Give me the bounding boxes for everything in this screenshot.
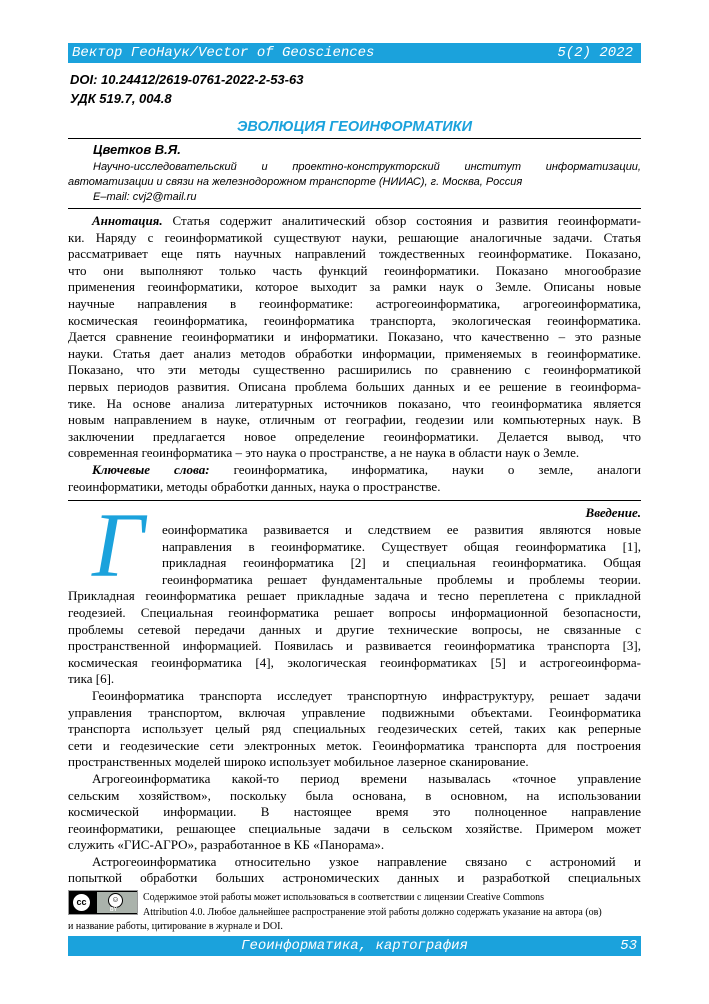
intro-heading: Введение.: [585, 505, 641, 520]
abstract-line: рассматривает еще пять научных направлений тождественных геоинформатике. Показано,: [68, 246, 641, 262]
abstract-line: Показано, что эти методы существенно расширились по сравнению с геоинформатикой: [68, 362, 641, 378]
abstract-line: Аннотация. Статья содержит аналитический обзор состояния и развития геоинформати-: [92, 213, 642, 228]
keywords-label: Ключевые слова:: [92, 461, 210, 477]
paragraph-line: управления транспортом, включая управление подвижными объектами. Геоинформатика: [68, 704, 641, 720]
abstract-line: применения геоинформатики, которое выходит за рамки наук о Земле. Описаны новые: [68, 279, 641, 295]
abstract: [68, 213, 641, 495]
paragraph-line: направления в геоинформатике. Существует общая геоинформатика [1],: [162, 538, 641, 554]
license-line: Содержимое этой работы может использоваться в соответствии с лицензии Creative Commons: [143, 892, 545, 903]
journal-header-bar: [68, 43, 641, 63]
page-number: 53: [620, 938, 637, 954]
affiliation-line-2: автоматизации и связи на железнодорожном транспорте (НИИАС), г. Москва, Россия: [68, 176, 523, 188]
paragraph-line: пространственных моделей широко использует мобильное лазерное сканирование.: [68, 754, 529, 770]
license-notice: [68, 891, 641, 935]
paragraph-line: служить «ГИС-АГРО», разработанное в КБ «Панорама».: [68, 837, 385, 853]
journal-name: Вектор ГеоНаук/Vector of Geosciences: [72, 45, 375, 61]
title-rule-bottom: [68, 208, 641, 209]
paragraph-line: сельским хозяйством», поскольку была основана, в основном, на использовании: [68, 787, 641, 803]
abstract-line: первых периодов развития. Описана проблема больших данных и ее решение в геоинформа-: [68, 378, 641, 394]
abstract-line: заключении предлагается новое определение геоинформатики. Делается вывод, что: [68, 428, 641, 444]
drop-cap: Г: [92, 494, 145, 596]
paragraph-line: Прикладная геоинформатика решает прикладные задача и тесно переплетена с прикладной: [68, 588, 641, 604]
paragraph-line: космической информации. В настоящее время это полноценное направление: [68, 804, 641, 820]
abstract-line: современная геоинформатика – это наука о пространстве, а не наука в области наук о Земле.: [68, 445, 580, 461]
abstract-line: новым направлением в науке, отличным от географии, геодезии или компьютерных наук. В: [68, 412, 641, 428]
paragraph-line: сети и геодезические сети электронных меток. Геоинформатика транспорта для построения: [68, 737, 641, 753]
author: Цветков В.Я.: [93, 142, 181, 157]
article-title: ЭВОЛЮЦИЯ ГЕОИНФОРМАТИКИ: [236, 119, 473, 135]
paragraph-line: геоинформатики, решающее специальные задачи в сельском хозяйстве. Примером может: [68, 820, 641, 836]
keywords-line: Ключевые слова: геоинформатика, информатика, науки о земле, аналоги: [92, 461, 641, 477]
paragraph-line: транспорта использует целый ряд специальных геодезических сетей, таких как реперные: [68, 721, 641, 737]
paragraph-line: Геоинформатика транспорта исследует транспортную инфраструктуру, решает задачи: [92, 687, 641, 703]
paragraph-line: геоинформатика решает фундаментальные проблемы и проблемы теории.: [162, 571, 641, 587]
abstract-line: науки. Статья дает анализ методов обработки информации, применяемых в геоинформатике.: [68, 345, 641, 361]
abstract-line: космическая геоинформатика, геоинформатика транспорта, экологическая геоинформатика.: [68, 312, 641, 328]
license-line: и название работы, цитирование в журнале и DOI.: [68, 921, 283, 932]
abstract-line: Дается сравнение геоинформатики и информатики. Показано, что качественно – это разные: [68, 329, 641, 345]
affiliation: [68, 160, 641, 205]
abstract-label: Аннотация.: [92, 213, 163, 228]
paragraph-line: тика [6].: [68, 671, 115, 687]
paragraph-line: еоинформатика развивается и следствием ее развития являются новые: [162, 522, 641, 537]
person-icon: ☺: [108, 893, 123, 908]
abstract-line: тике. На основе анализа литературных источников показано, что геоинформатика является: [68, 395, 641, 411]
paragraph-line: прикладная геоинформатика [2] и специальная геоинформатика. Общая: [162, 555, 641, 571]
abstract-line: научные направления в геоинформатике: астрогеоинформатика, агрогеоинформатика,: [68, 295, 641, 311]
affiliation-line-1: Научно-исследовательский и проектно-конструкторский институт информатизации,: [93, 161, 641, 173]
title-rule-top: [68, 138, 641, 139]
paragraph-line: пространственной информацией. Появилась и развивается геоинформатика транспорта [3],: [68, 638, 641, 654]
paragraph-line: космическая геоинформатика [4], экологическая геоинформатиках [5] и астрогеоинформа-: [68, 654, 641, 670]
creative-commons-icon: cc: [71, 892, 92, 913]
issue-number: 5(2) 2022: [557, 45, 633, 61]
abstract-line: ки. Наряду с геоинформатикой существуют науки, решающие аналогичные задачи. Статья: [68, 229, 641, 245]
abstract-rule: [68, 500, 641, 501]
paragraph-line: Агрогеоинформатика какой-то период времени называлась «точное управление: [92, 770, 641, 786]
paragraph-line: Астрогеоинформатика относительно узкое направление связано с астрономий и: [92, 853, 641, 869]
section-name: Геоинформатика, картография: [241, 938, 468, 954]
author-email[interactable]: E–mail: cvj2@mail.ru: [93, 191, 197, 203]
udk: УДК 519.7, 004.8: [70, 91, 172, 106]
paragraph-line: попыткой обработки больших астрономических данных и разработкой специальных: [68, 870, 641, 886]
doi[interactable]: DOI: 10.24412/2619-0761-2022-2-53-63: [70, 72, 304, 87]
paragraph-line: геодезией. Специальная геоинформатика решает вопросы информационной безопасности,: [68, 604, 641, 620]
by-label: BY: [110, 907, 117, 913]
footer-bar: [68, 936, 641, 956]
intro-text: [68, 522, 641, 887]
license-line: Attribution 4.0. Любое дальнейшее распространение этой работы должно содержать указание на автора (ов): [143, 906, 602, 918]
keywords-line: геоинформатики, методы обработки данных, наука о пространстве.: [68, 478, 441, 494]
paragraph-line: проблемы сетевой передачи данных и другие технические вопросы, не связанные с: [68, 621, 641, 637]
abstract-line: что они выполняют только часть функций геоинформатики. Показано многообразие: [68, 262, 641, 278]
